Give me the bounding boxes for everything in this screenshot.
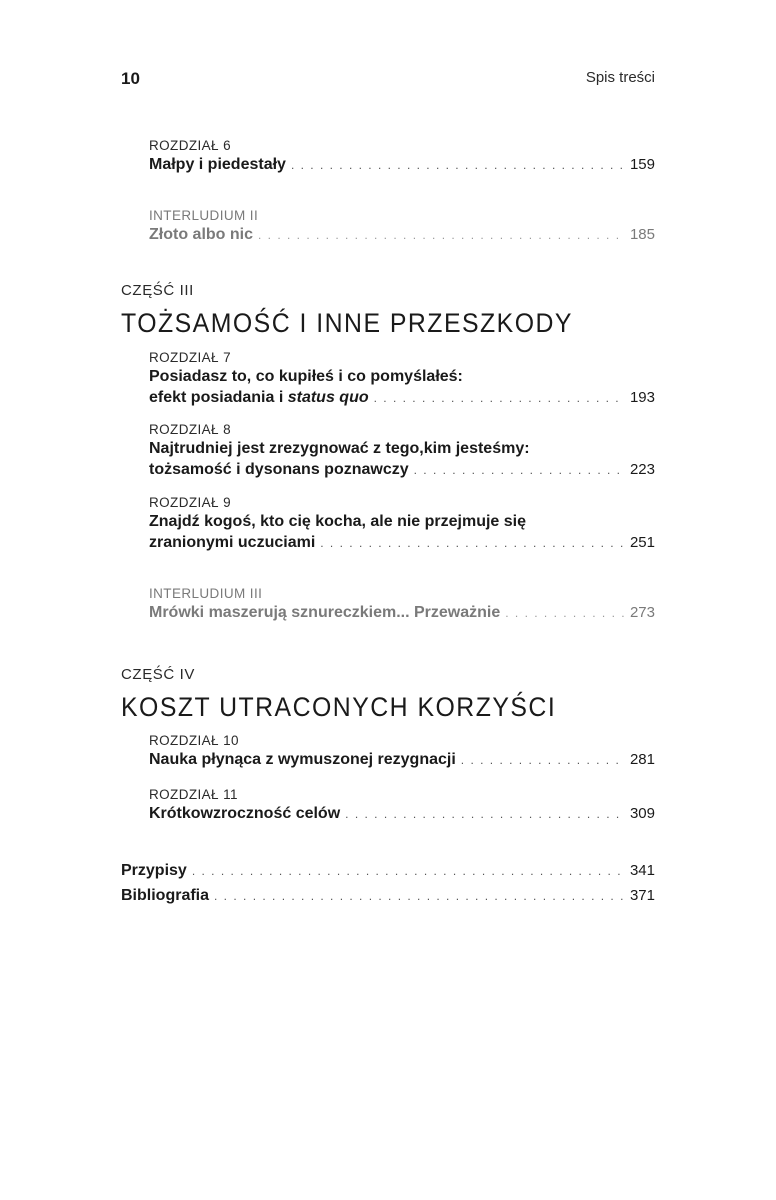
toc-line — [121, 885, 655, 907]
page-ref: 309 — [629, 805, 655, 822]
chapter-title: Małpy i piedestały — [149, 156, 286, 173]
leader-dots — [414, 460, 625, 481]
toc-entry-chapter-9[interactable] — [149, 494, 655, 554]
toc-line — [149, 803, 655, 825]
chapter-title: Krótkowzroczność celów — [149, 805, 341, 822]
leader-dots — [374, 388, 625, 409]
toc-entry-interlude-3[interactable] — [149, 585, 655, 624]
title-italic-text: status quo — [287, 389, 369, 406]
chapter-label: ROZDZIAŁ 11 — [149, 787, 238, 802]
page-ref: 273 — [629, 604, 655, 621]
page-ref: 193 — [629, 389, 655, 406]
page-ref: 223 — [629, 461, 655, 478]
toc-line — [149, 602, 655, 624]
section-title: Bibliografia — [121, 887, 210, 904]
toc-line — [149, 224, 655, 246]
toc-entry-notes[interactable] — [121, 860, 655, 882]
section-title: Przypisy — [121, 862, 187, 879]
toc-part-4 — [121, 666, 655, 724]
chapter-title-line-2: tożsamość i dysonans poznawczy — [149, 461, 409, 478]
page-ref: 159 — [629, 156, 655, 173]
toc-part-3 — [121, 282, 655, 340]
chapter-title-line-1: Znajdź kogoś, kto cię kocha, ale nie przejmuje się — [149, 513, 527, 530]
toc-line — [149, 532, 655, 554]
running-head: Spis treści — [585, 69, 655, 86]
chapter-title-line-2 — [149, 387, 369, 408]
toc-entry-chapter-6[interactable] — [149, 137, 655, 176]
part-label: CZĘŚĆ IV — [121, 666, 195, 683]
leader-dots — [214, 886, 625, 907]
toc-entry-interlude-2[interactable] — [149, 207, 655, 246]
chapter-label: ROZDZIAŁ 6 — [149, 138, 232, 153]
leader-dots — [505, 603, 625, 624]
chapter-label: ROZDZIAŁ 9 — [149, 495, 232, 510]
toc-entry-chapter-7[interactable] — [149, 349, 655, 409]
chapter-title-line-1: Posiadasz to, co kupiłeś i co pomyślałeś: — [149, 368, 463, 385]
page-ref: 341 — [629, 862, 655, 879]
part-title: TOŻSAMOŚĆ I INNE PRZESZKODY — [121, 308, 573, 338]
chapter-label: ROZDZIAŁ 7 — [149, 350, 232, 365]
leader-dots — [461, 750, 625, 771]
toc-line — [149, 749, 655, 771]
interlude-title: Złoto albo nic — [149, 226, 253, 243]
toc-line — [121, 860, 655, 882]
page-ref: 185 — [629, 226, 655, 243]
part-label: CZĘŚĆ III — [121, 282, 194, 299]
toc-entry-chapter-11[interactable] — [149, 786, 655, 825]
interlude-label: INTERLUDIUM II — [149, 208, 259, 223]
interlude-title: Mrówki maszerują sznureczkiem... Przeważnie — [149, 604, 501, 621]
chapter-label: ROZDZIAŁ 8 — [149, 422, 232, 437]
leader-dots — [320, 533, 625, 554]
title-text: efekt posiadania i — [149, 389, 288, 406]
chapter-title-line-1: Najtrudniej jest zrezygnować z tego,kim jesteśmy: — [149, 440, 530, 457]
chapter-title-line-2: zranionymi uczuciami — [149, 534, 316, 551]
leader-dots — [345, 804, 625, 825]
page-ref: 281 — [629, 751, 655, 768]
page-number: 10 — [121, 69, 140, 88]
leader-dots — [291, 155, 625, 176]
toc-entry-chapter-10[interactable] — [149, 732, 655, 771]
interlude-label: INTERLUDIUM III — [149, 586, 263, 601]
chapter-label: ROZDZIAŁ 10 — [149, 733, 239, 748]
toc-entry-chapter-8[interactable] — [149, 421, 655, 481]
leader-dots — [192, 861, 625, 882]
toc-line — [149, 154, 655, 176]
part-title: KOSZT UTRACONYCH KORZYŚCI — [121, 692, 557, 722]
page-ref: 371 — [629, 887, 655, 904]
toc-line — [149, 387, 655, 409]
toc-line — [149, 459, 655, 481]
leader-dots — [258, 225, 625, 246]
chapter-title: Nauka płynąca z wymuszonej rezygnacji — [149, 751, 456, 768]
page-ref: 251 — [629, 534, 655, 551]
toc-entry-bibliography[interactable] — [121, 885, 655, 907]
